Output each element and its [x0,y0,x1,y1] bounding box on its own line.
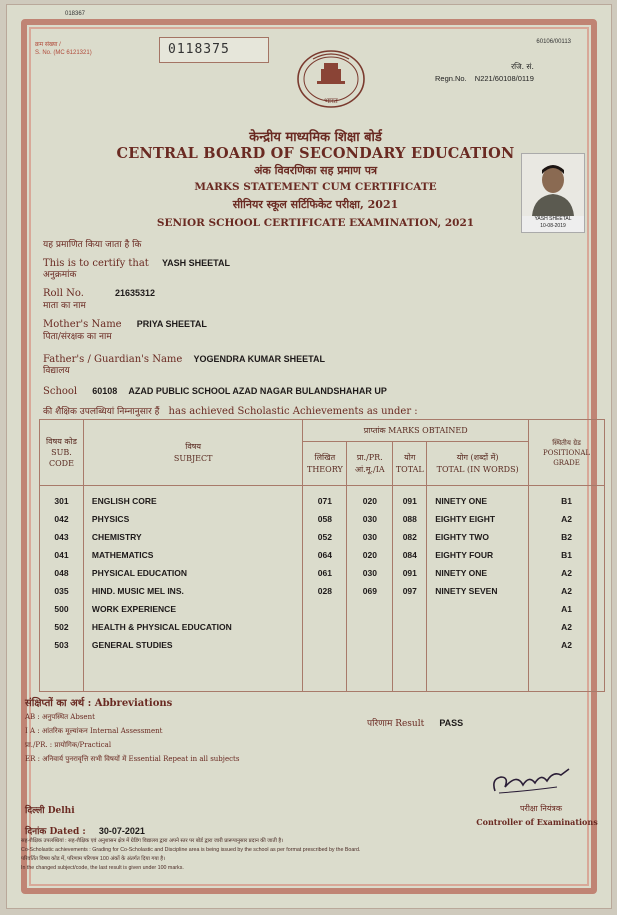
result-value: PASS [439,718,464,728]
row-prac-cell: 030 [362,568,377,578]
row-prac-cell [347,618,392,636]
serial-label-hindi: क्रम संख्या / [35,42,61,48]
row-words-cell: EIGHTY TWO [435,532,489,542]
row-words-cell: NINETY SEVEN [435,586,498,596]
roll-english: Roll No. [43,288,84,299]
hindi-board-title: केन्द्रीय माध्यमिक शिक्षा बोर्ड [249,130,382,145]
dated-line [25,819,145,838]
school-line [43,379,387,398]
top-left-number: 018367 [65,11,86,17]
row-code-cell: 301 [54,496,69,506]
regn-line [435,73,534,85]
candidate-name: YASH SHEETAL [161,258,230,268]
abbr-practical: प्रा./PR. : प्रायोगिक/Practical [25,741,112,749]
row-subject-cell: WORK EXPERIENCE [91,604,176,614]
header-theory-cell [303,442,347,486]
controller-english: Controller of Examinations [476,817,598,827]
row-grade-cell: A2 [561,622,572,632]
serial-block [35,37,285,63]
row-code-cell: 041 [54,550,69,560]
row-prac-cell [347,600,392,618]
row-theory-cell: 061 [317,568,332,578]
row-prac-cell: 030 [362,532,377,542]
school-english: School [43,386,78,397]
row-grade-cell: A2 [561,640,572,650]
achievement-line [43,399,418,418]
header-theory-english: THEORY [306,464,343,474]
header-code-hindi: विषय कोड [46,437,77,446]
row-theory-cell: 064 [317,550,332,560]
english-exam-title: SENIOR SCHOOL CERTIFICATE EXAMINATION, 2021 [156,217,475,229]
serial-label [35,41,145,57]
father-name: YOGENDRA KUMAR SHEETAL [193,354,325,364]
row-code-cell: 500 [54,604,69,614]
row-words-cell: EIGHTY EIGHT [435,514,496,524]
row-total-cell: 091 [402,496,417,506]
marks-body-row [40,486,605,692]
certify-hindi: यह प्रमाणित किया जाता है कि [43,240,142,250]
row-prac-cell: 020 [362,496,377,506]
photo-caption-date: 10-08-2019 [540,223,566,229]
header-total-cell [393,442,427,486]
achievement-hindi: की शैक्षिक उपलब्धियां निम्नानुसार हैं [43,407,160,417]
row-subject-cell: HIND. MUSIC MEL INS. [91,586,184,596]
abbr-ia: I A : आंतरिक मूल्यांकन Internal Assessment [25,727,163,735]
prac-column [347,486,393,692]
school-hindi: विद्यालय [43,366,70,376]
row-grade-cell: B1 [561,496,572,506]
row-theory-cell: 028 [317,586,332,596]
mother-english: Mother's Name [43,319,122,330]
roll-number: 21635312 [115,288,156,298]
row-grade-cell: A2 [561,568,572,578]
row-total-cell [393,618,426,636]
hindi-statement-title: अंक विवरणिका सह प्रमाण पत्र [253,164,378,177]
row-words-cell: NINETY ONE [435,568,488,578]
row-code-cell: 042 [54,514,69,524]
row-total-cell: 091 [402,568,417,578]
row-subject-cell: GENERAL STUDIES [91,640,173,650]
roll-hindi: अनुक्रमांक [43,270,77,280]
row-words-cell [427,618,528,636]
row-theory-cell [303,636,346,654]
father-hindi: पिता/संरक्षक का नाम [43,332,112,342]
row-subject-cell: HEALTH & PHYSICAL EDUCATION [91,622,232,632]
result-line [367,711,463,730]
achievement-english: has achieved Scholastic Achievements as under : [168,406,418,417]
serial-number: 0118375 [159,37,269,63]
row-code-cell: 503 [54,640,69,650]
row-subject-cell: CHEMISTRY [91,532,142,542]
row-code-cell: 048 [54,568,69,578]
school-name: AZAD PUBLIC SCHOOL AZAD NAGAR BULANDSHAHAR UP [128,386,387,396]
header-subject-hindi: विषय [185,441,202,451]
controller-signature-icon [487,761,587,805]
row-code-cell: 043 [54,532,69,542]
row-words-cell [427,636,528,654]
footnote-line3: परिवर्तित विषय कोड में, परिणाम परिणाम 100 अंकों के अंतर्गत दिया गया है। [21,856,166,862]
header-grade-cell [529,420,605,486]
mother-name: PRIYA SHEETAL [136,319,207,329]
registration-block [435,61,534,85]
hindi-exam-title: सीनियर स्कूल सर्टिफिकेट परीक्षा, 2021 [232,198,399,211]
regn-label: Regn.No. [435,74,467,83]
footnote-line1: सह-शैक्षिक उपलब्धियां : सह-शैक्षिक एवं अनुशासन क्षेत्र में ग्रेडिंग विद्यालय द्वारा अपने स्तर पर बोर्ड द्वारा जारी प्रारूपानुसार प्रदान की जाती है। [21,838,284,844]
row-total-cell: 082 [402,532,417,542]
header-code-en2: CODE [48,459,74,468]
row-code-cell: 502 [54,622,69,632]
row-grade-cell: B1 [561,550,572,560]
mother-hindi: माता का नाम [43,301,86,311]
cbse-emblem-icon [295,49,367,113]
row-words-cell: NINETY ONE [435,496,488,506]
row-subject-cell: PHYSICS [91,514,130,524]
row-grade-cell: A2 [561,514,572,524]
father-english: Father's / Guardian's Name [43,354,183,365]
header-prac-line2: आं.मू./IA [354,464,385,474]
marks-table [39,419,605,692]
header-words-cell [427,442,529,486]
header-words-english: TOTAL (IN WORDS) [436,464,519,474]
regn-value: N221/60108/0119 [474,74,534,83]
english-board-title: CENTRAL BOARD OF SECONDARY EDUCATION [116,145,515,162]
header-marks-cell: प्राप्तांक MARKS OBTAINED [303,420,529,442]
footnote-line2: Co-Scholastic achievements : Grading for Co-Scholastic and Discipline area is being issued by the school as per format prescribed by the Board. [21,847,361,853]
emblem-text: भारत [324,97,338,105]
header-code-en1: SUB. [51,448,72,457]
words-column [427,486,529,692]
row-theory-cell [303,618,346,636]
place-line: दिल्ली Delhi [25,806,75,816]
row-words-cell [427,600,528,618]
abbr-er: ER : अनिवार्य पुनरावृत्ति सभी विषयों में Essential Repeat in all subjects [25,755,240,763]
row-prac-cell: 030 [362,514,377,524]
row-total-cell: 084 [402,550,417,560]
row-total-cell: 088 [402,514,417,524]
english-statement-title: MARKS STATEMENT CUM CERTIFICATE [194,181,437,193]
theory-column [303,486,347,692]
row-grade-cell: A2 [561,586,572,596]
row-prac-cell: 020 [362,550,377,560]
student-photo [521,153,585,233]
codes-column [40,486,84,692]
abbreviations-title: संक्षिप्तों का अर्थ : Abbreviations [25,698,173,709]
row-total-cell [393,600,426,618]
controller-hindi: परीक्षा नियंत्रक [520,804,562,813]
header-prac-line1: प्रा./PR. [356,452,383,462]
serial-label-english: S. No. (MC 6121321) [35,50,92,56]
header-subject-cell [83,420,302,486]
header-words-hindi: योग (शब्दों में) [456,452,499,462]
total-column [393,486,427,692]
dated-value: 30-07-2021 [98,826,145,836]
header-grade-en2: GRADE [553,458,580,467]
row-words-cell: EIGHTY FOUR [435,550,494,560]
row-grade-cell: B2 [561,532,572,542]
row-subject-cell: ENGLISH CORE [91,496,157,506]
grade-column [529,486,605,692]
row-subject-cell: MATHEMATICS [91,550,154,560]
row-grade-cell: A1 [561,604,572,614]
photo-caption [522,216,584,230]
header-total-english: TOTAL [395,464,424,474]
header-theory-hindi: लिखित [314,452,336,462]
certify-english: This is to certify that [43,258,149,269]
row-total-cell [393,636,426,654]
top-right-number: 60106/00113 [536,39,571,45]
school-code: 60108 [92,386,118,396]
marks-body [40,486,605,692]
subjects-column [83,486,302,692]
row-theory-cell: 052 [317,532,332,542]
student-portrait-icon [522,154,584,216]
certificate-sheet [6,4,612,909]
header-subject-english: SUBJECT [173,453,213,463]
row-total-cell: 097 [402,586,417,596]
footnote-line4: In the changed subject/code, the last result is given under 100 marks. [21,865,184,871]
result-label: परिणाम Result [367,719,425,729]
header-prac-cell [347,442,393,486]
row-theory-cell [303,600,346,618]
photo-caption-name: YASH SHEETAL [534,216,572,222]
row-prac-cell: 069 [362,586,377,596]
row-theory-cell: 058 [317,514,332,524]
header-code-cell [40,420,84,486]
abbr-absent: AB : अनुपस्थित Absent [25,713,95,721]
header-grade-hindi: स्थितीय ग्रेड [552,438,581,447]
row-prac-cell [347,636,392,654]
row-code-cell: 035 [54,586,69,596]
regn-hindi: रजि. सं. [511,62,534,71]
row-theory-cell: 071 [317,496,332,506]
header-grade-en1: POSITIONAL [543,448,591,457]
dated-label: दिनांक Dated : [25,827,86,837]
father-line [43,347,325,366]
header-total-hindi: योग [404,452,416,462]
row-subject-cell: PHYSICAL EDUCATION [91,568,188,578]
footnote [21,837,607,873]
